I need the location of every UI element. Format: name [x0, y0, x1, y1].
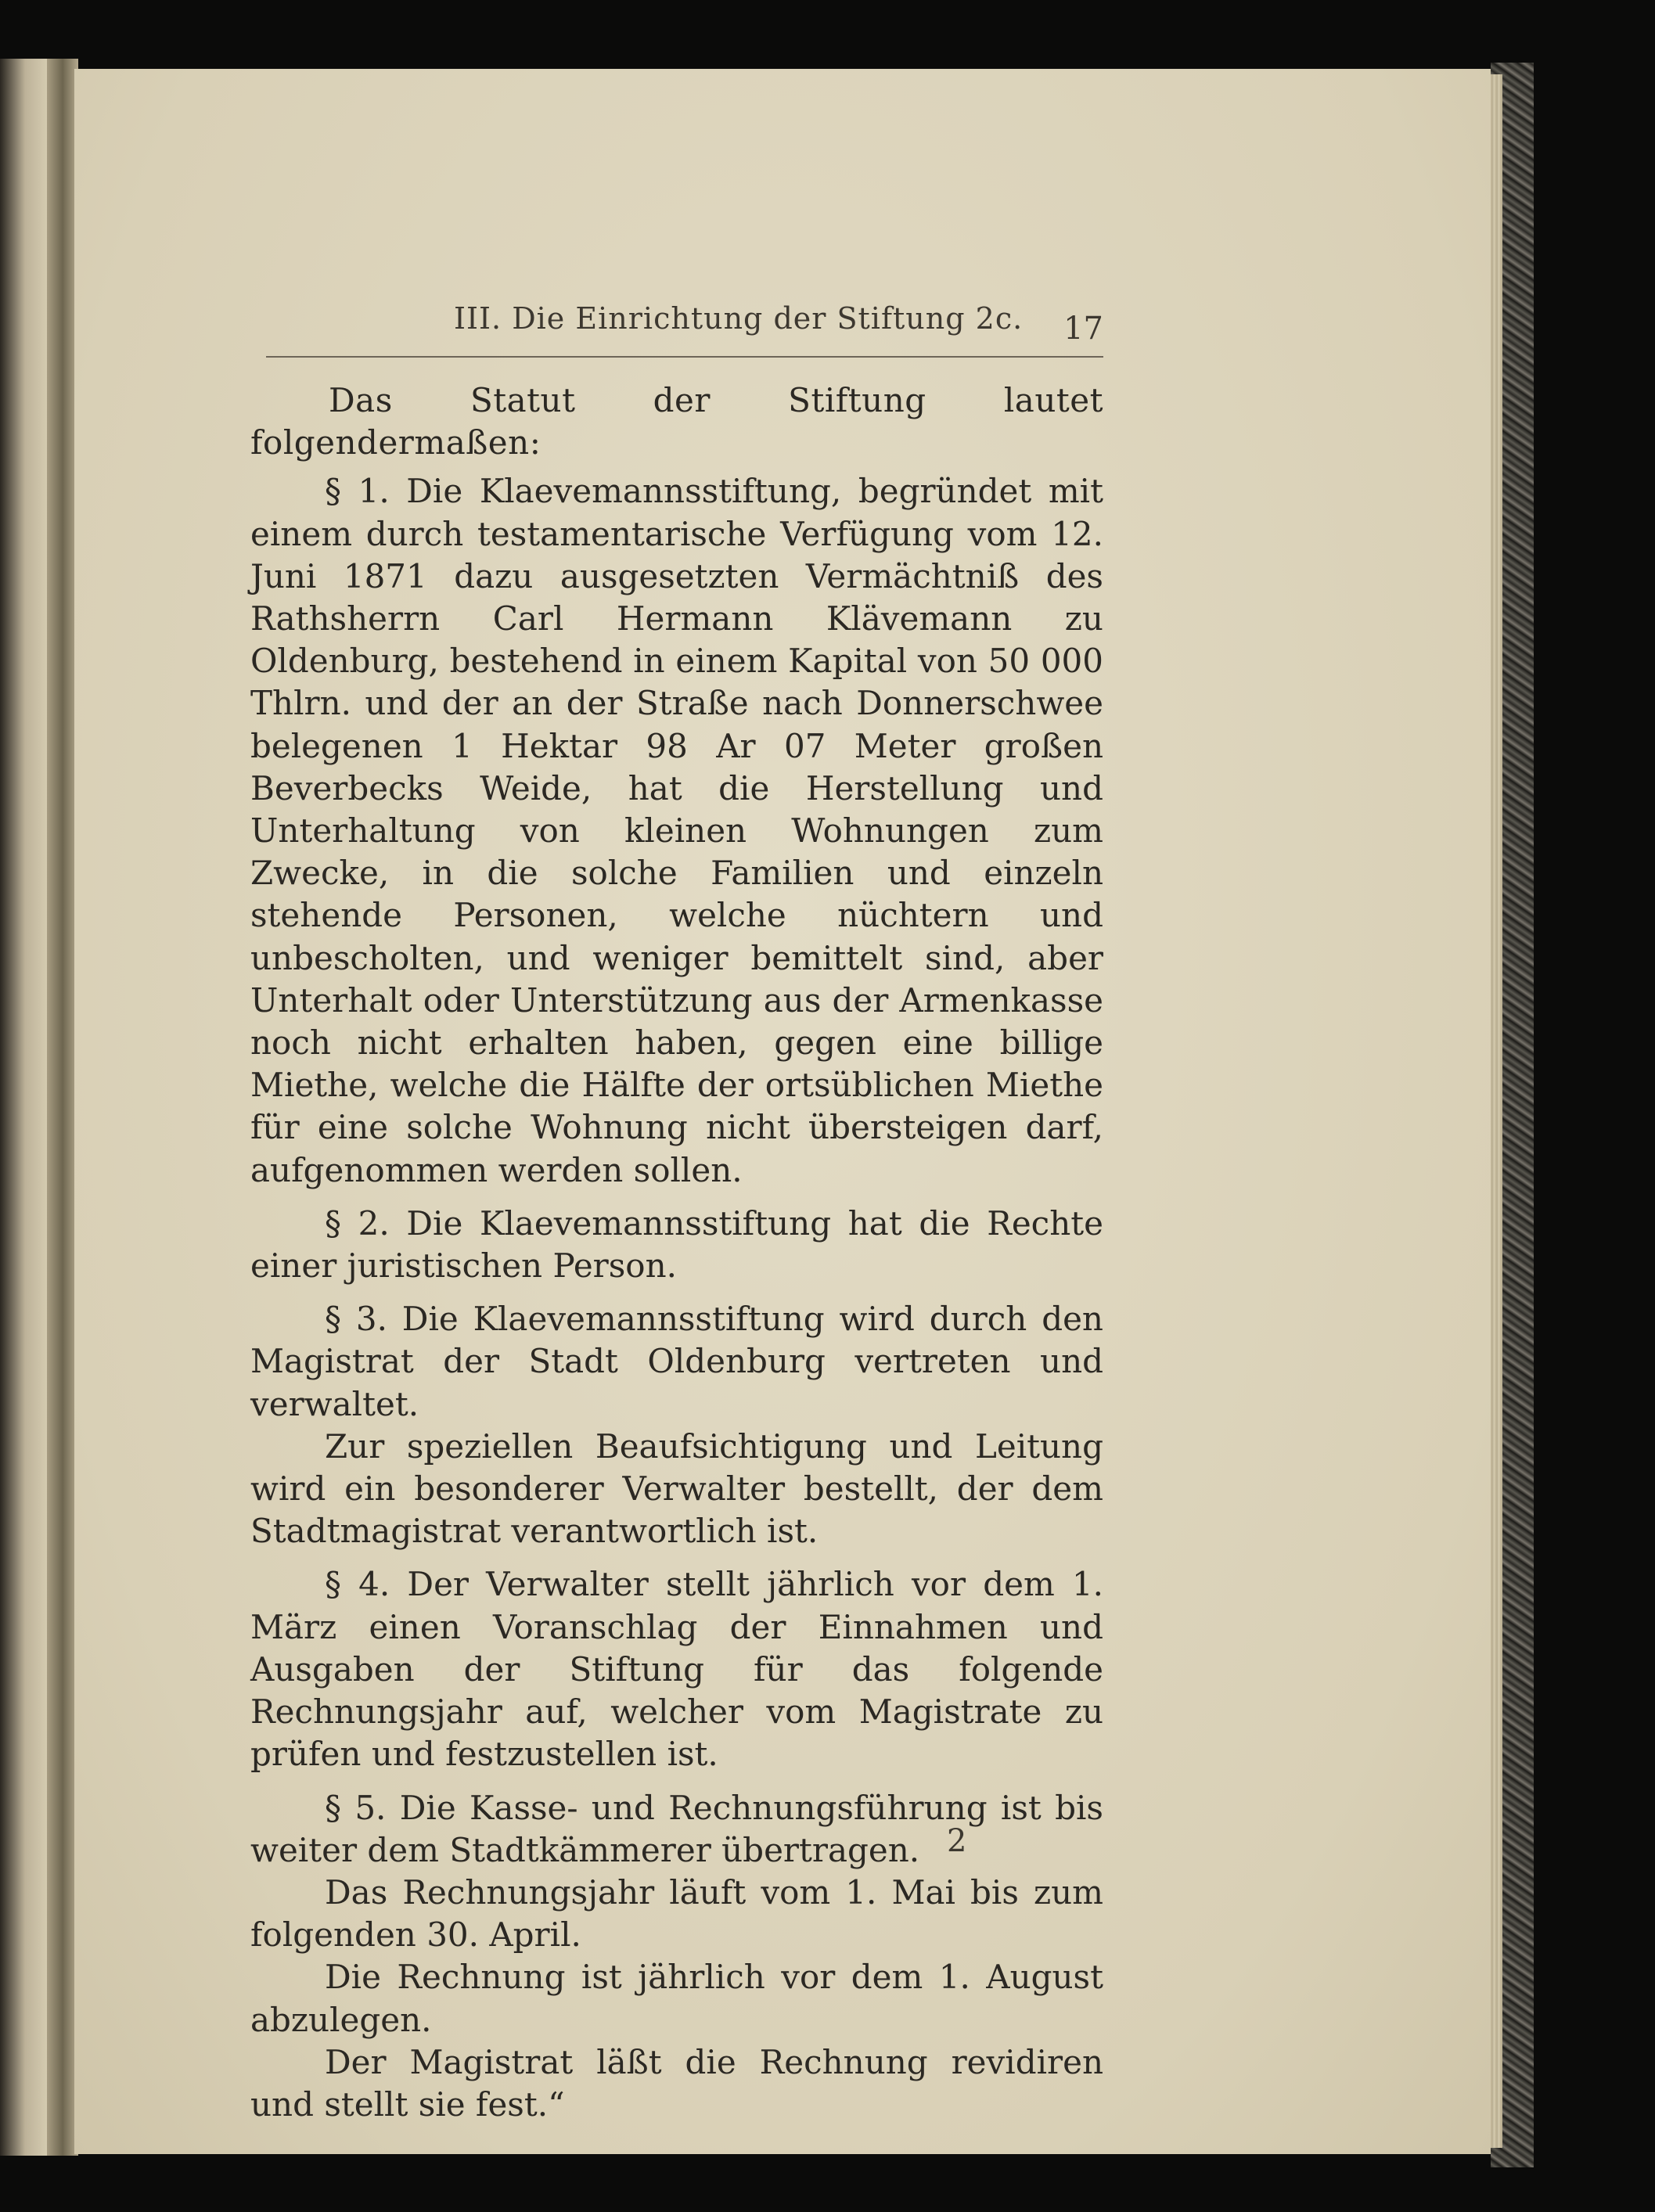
- paragraph-section-1: § 1. Die Klaevemannsstiftung, begründet mit einem durch testamentarische Verfügung vom 12. Juni 1871 dazu ausgesetzten Vermächtniß des Rathsherrn Carl Hermann Klävemann zu Oldenburg, bestehend in einem Kapital von 50 000 Thlrn. und der an der Straße nach Donnerschwee belegenen 1 Hektar 98 Ar 07 Meter großen Beverbecks Weide, hat die Herstellung und Unterhaltung von kleinen Wohnungen zum Zwecke, in die solche Familien und einzeln stehende Personen, welche nüchtern und unbescholten, und weniger bemittelt sind, aber Unterhalt oder Unterstützung aus der Armenkasse noch nicht erhalten haben, gegen eine billige Miethe, welche die Hälfte der ortsüblichen Miethe für eine solche Wohnung nicht übersteigen darf, aufgenommen werden sollen.: [250, 472, 1103, 1189]
- running-head: III. Die Einrichtung der Stiftung 2c.: [454, 301, 1024, 336]
- paragraph-accounts: Die Rechnung ist jährlich vor dem 1. August abzulegen.: [250, 1958, 1103, 2039]
- paragraph-fiscal-year: Das Rechnungsjahr läuft vom 1. Mai bis zum folgenden 30. April.: [250, 1872, 1103, 1955]
- intro-line: Das Statut der Stiftung lautet folgendermaßen:: [250, 381, 1103, 462]
- page-header: [266, 301, 1103, 358]
- paragraph-section-4: § 4. Der Verwalter stellt jährlich vor dem 1. März einen Voranschlag der Einnahmen und Ausgaben der Stiftung für das folgende Rechnungsjahr auf, welcher vom Magistrate zu prüfen und festzustellen ist.: [250, 1565, 1103, 1774]
- paragraph-section-3: § 3. Die Klaevemannsstiftung wird durch den Magistrat der Stadt Oldenburg vertreten und verwaltet.: [250, 1300, 1103, 1423]
- book-gutter: [47, 59, 78, 2156]
- paragraph-audit: Der Magistrat läßt die Rechnung revidiren und stellt sie fest.“: [250, 2042, 1103, 2124]
- paragraph-section-3-cont: Zur speziellen Beaufsichtigung und Leitung wird ein besonderer Verwalter bestellt, der dem Stadtmagistrat verantwortlich ist.: [250, 1426, 1103, 1551]
- paragraph-section-5: § 5. Die Kasse- und Rechnungsführung ist bis weiter dem Stadtkämmerer übertragen.: [250, 1788, 1103, 1869]
- body-text: [250, 379, 1103, 2126]
- paragraph-section-2: § 2. Die Klaevemannsstiftung hat die Rechte einer juristischen Person.: [250, 1203, 1103, 1286]
- signature-mark: 2: [947, 1823, 967, 1859]
- page-number: 17: [1063, 311, 1103, 347]
